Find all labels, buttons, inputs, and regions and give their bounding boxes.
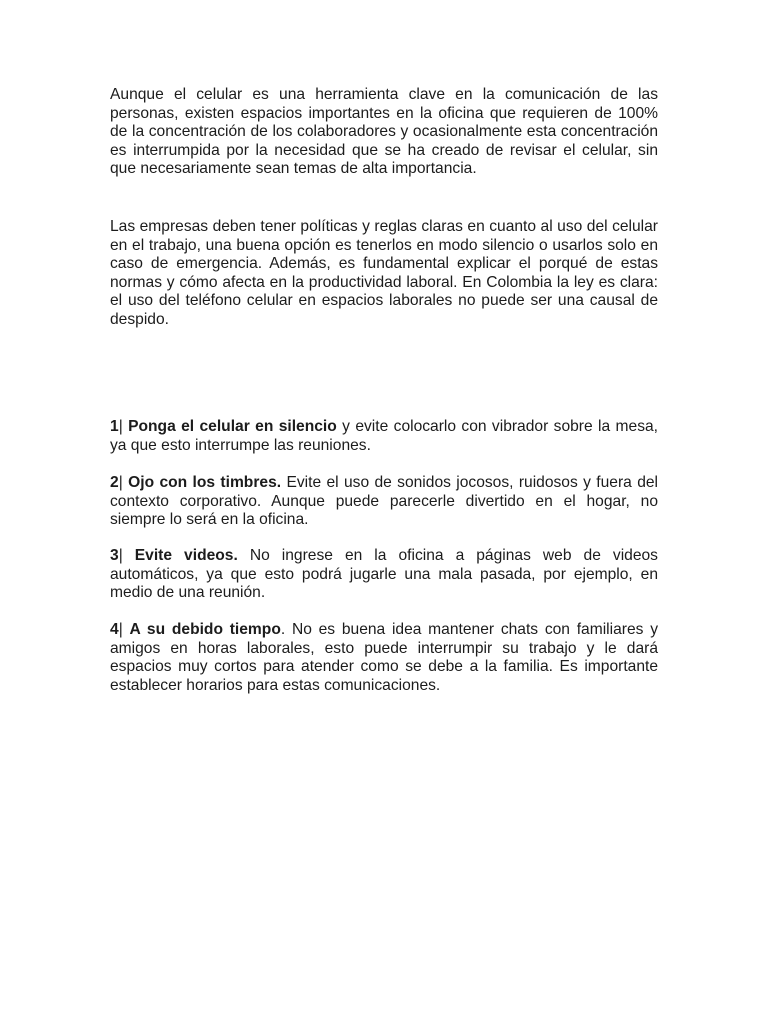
tip-title: Evite videos.	[134, 547, 238, 564]
tip-separator: |	[118, 621, 130, 638]
intro-paragraph: Aunque el celular es una herramienta clave en la comunicación de las personas, existen espacios importantes en la oficina que requieren de 100% de la concentración de los colaboradores y ocasionalmente esta concentración es interrumpida por la necesidad que se ha creado de revisar el celular, sin que necesariamente sean temas de alta importancia.	[110, 86, 658, 178]
tip-number: 2	[110, 474, 119, 491]
tip-number: 3	[110, 547, 119, 564]
tip-separator: |	[118, 474, 129, 491]
tip-item	[110, 621, 658, 695]
tip-title: Ojo con los timbres.	[128, 474, 282, 491]
intro-paragraph: Las empresas deben tener políticas y reglas claras en cuanto al uso del celular en el trabajo, una buena opción es tenerlos en modo silencio o usarlos solo en caso de emergencia. Además, es fundamental explicar el porqué de estas normas y cómo afecta en la productividad laboral. En Colombia la ley es clara: el uso del teléfono celular en espacios laborales no puede ser una causal de despido.	[110, 218, 658, 328]
tip-body: Evite el uso de sonidos jocosos, ruidosos y fuera del contexto corporativo. Aunque puede parecerle divertido en el hogar, no siempre lo será en la oficina.	[110, 474, 658, 529]
tip-separator: |	[118, 418, 129, 435]
tip-body: . No es buena idea mantener chats con familiares y amigos en horas laborales, esto puede interrumpir su trabajo y le dará espacios muy cortos para atender como se debe a la familia. Es importante establecer horarios para estas comunicaciones.	[110, 621, 658, 694]
tip-item	[110, 474, 658, 530]
tip-item	[110, 418, 658, 455]
tip-number: 4	[110, 621, 119, 638]
tip-item	[110, 547, 658, 603]
tip-separator: |	[118, 547, 135, 564]
tip-body: No ingrese en la oficina a páginas web de videos automáticos, ya que esto podrá jugarle una mala pasada, por ejemplo, en medio de una reunión.	[110, 547, 658, 602]
tip-title: A su debido tiempo	[129, 621, 281, 638]
tip-title: Ponga el celular en silencio	[128, 418, 337, 435]
tip-number: 1	[110, 418, 119, 435]
tip-body: y evite colocarlo con vibrador sobre la mesa, ya que esto interrumpe las reuniones.	[110, 418, 658, 454]
